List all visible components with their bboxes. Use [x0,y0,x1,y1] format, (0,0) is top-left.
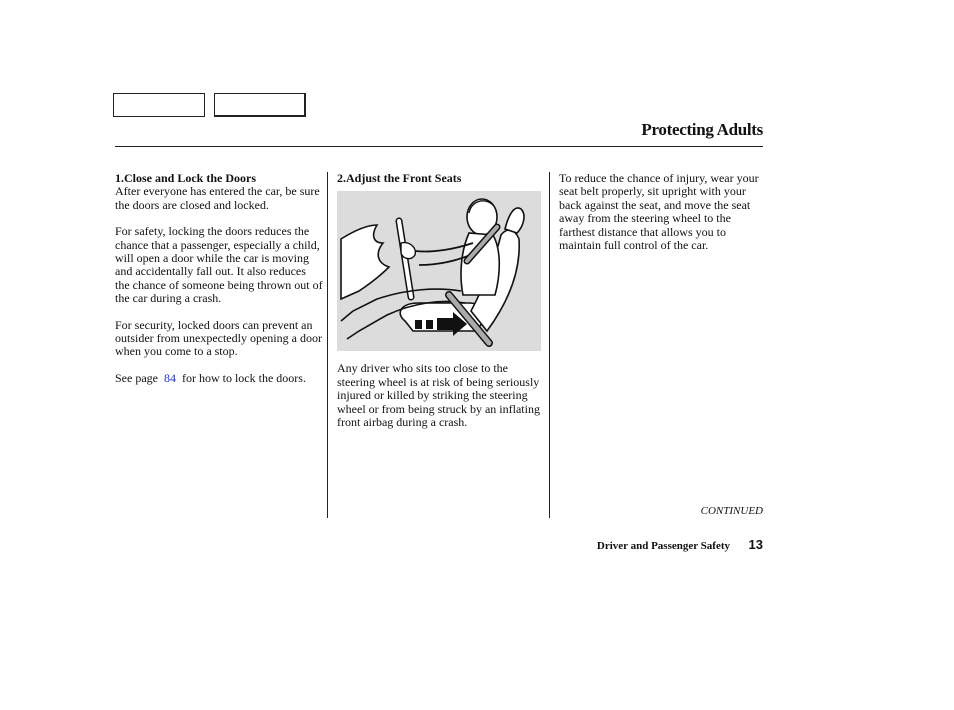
nav-button-previous[interactable] [113,93,205,117]
footer-section-title: Driver and Passenger Safety [596,540,730,552]
header-rule [115,146,763,147]
section-heading: 1.Close and Lock the Doors [115,171,257,185]
continued-label: CONTINUED [700,505,763,517]
column-adjust-front-seats [337,172,545,442]
see-page-suffix: for how to lock the doors. [181,370,306,385]
column-divider [327,172,328,518]
column-divider [549,172,550,518]
section-heading: 2.Adjust the Front Seats [337,171,462,185]
page-title: Protecting Adults [641,120,763,139]
column-close-lock-doors [115,172,323,398]
see-page-reference [115,372,323,385]
page-link-84[interactable]: 84 [163,370,176,385]
paragraph: To reduce the chance of injury, wear your seat belt properly, sit upright with your back against the seat, and move the seat away from the steering wheel to the farthest distance that allows you to maintain full control of the car. [559,171,759,253]
paragraph: For security, locked doors can prevent an outsider from unexpectedly opening a door when you come to a stop. [115,317,322,359]
nav-button-next[interactable] [214,93,306,117]
paragraph: Any driver who sits too close to the steering wheel is at risk of being seriously injured or killed by striking the steering wheel or from being struck by an inflating front airbag during a crash. [337,361,540,430]
driver-seat-icon [337,191,541,351]
paragraph: After everyone has entered the car, be sure the doors are closed and locked. [115,184,320,212]
paragraph: For safety, locking the doors reduces the chance that a passenger, especially a child, will open a door while the car is moving and accidentally fall out. It also reduces the chance of someone being thrown out of the car during a crash. [115,224,323,306]
driver-seat-adjust-illustration [337,191,541,351]
page-number: 13 [748,537,763,552]
column-seating-advice [559,172,764,265]
see-page-prefix: See page [115,370,158,385]
